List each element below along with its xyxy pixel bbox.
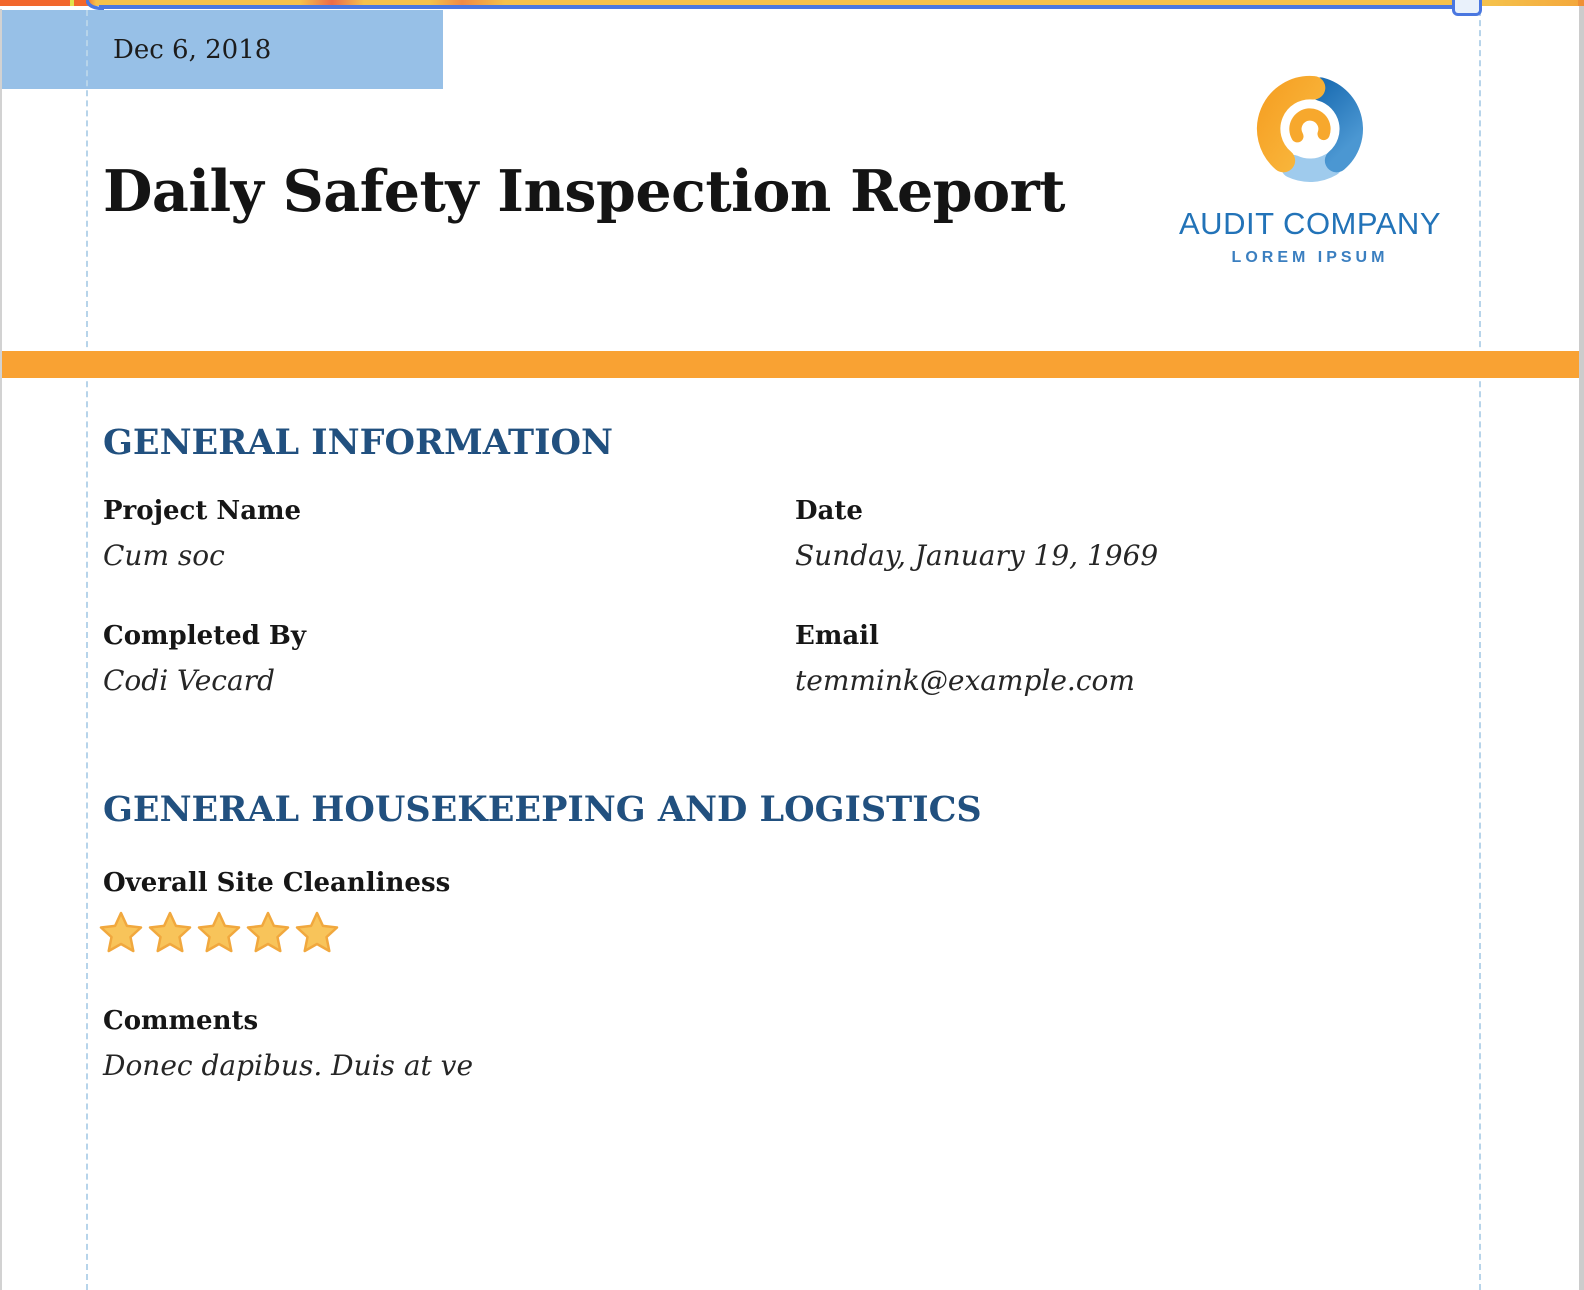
comments-label: Comments — [103, 1006, 259, 1036]
logo-swirl-icon — [1243, 62, 1377, 196]
date-banner-text: Dec 6, 2018 — [113, 34, 272, 65]
star-icon — [246, 911, 290, 955]
star-icon — [295, 911, 339, 955]
field-email — [795, 621, 1135, 697]
field-label: Project Name — [103, 496, 302, 526]
section-heading-general-information: GENERAL INFORMATION — [103, 422, 613, 463]
field-date — [795, 496, 1158, 572]
star-icon — [148, 911, 192, 955]
date-banner — [2, 10, 443, 89]
company-logo — [1160, 62, 1460, 267]
star-icon — [197, 911, 241, 955]
margin-drag-handle[interactable] — [1452, 0, 1482, 16]
star-icon — [99, 911, 143, 955]
logo-tagline: LOREM IPSUM — [1231, 249, 1389, 266]
comments-value: Donec dapibus. Duis at ve — [103, 1049, 474, 1082]
section-heading-housekeeping: GENERAL HOUSEKEEPING AND LOGISTICS — [103, 789, 982, 830]
field-label: Email — [795, 621, 879, 651]
field-value: Sunday, January 19, 1969 — [795, 539, 1159, 572]
strip-curve — [86, 0, 104, 10]
field-completed-by — [103, 621, 306, 697]
field-label: Date — [795, 496, 863, 526]
field-value: Cum soc — [103, 539, 225, 572]
field-project-name — [103, 496, 301, 572]
field-value: Codi Vecard — [103, 664, 275, 697]
page-edge-left — [0, 9, 2, 1290]
field-label: Completed By — [103, 621, 307, 651]
report-title: Daily Safety Inspection Report — [103, 158, 1065, 225]
margin-guide-left — [86, 0, 88, 1290]
page-edge-right[interactable] — [1579, 6, 1584, 1290]
margin-guide-right — [1479, 0, 1481, 1290]
rating-label: Overall Site Cleanliness — [103, 868, 451, 898]
strip-blue-line — [99, 5, 1453, 9]
orange-divider-bar — [0, 351, 1579, 378]
logo-company-name: AUDIT COMPANY — [1179, 206, 1441, 241]
star-rating — [99, 911, 339, 955]
top-strip-tick — [70, 0, 74, 6]
field-value: temmink@example.com — [795, 664, 1135, 697]
